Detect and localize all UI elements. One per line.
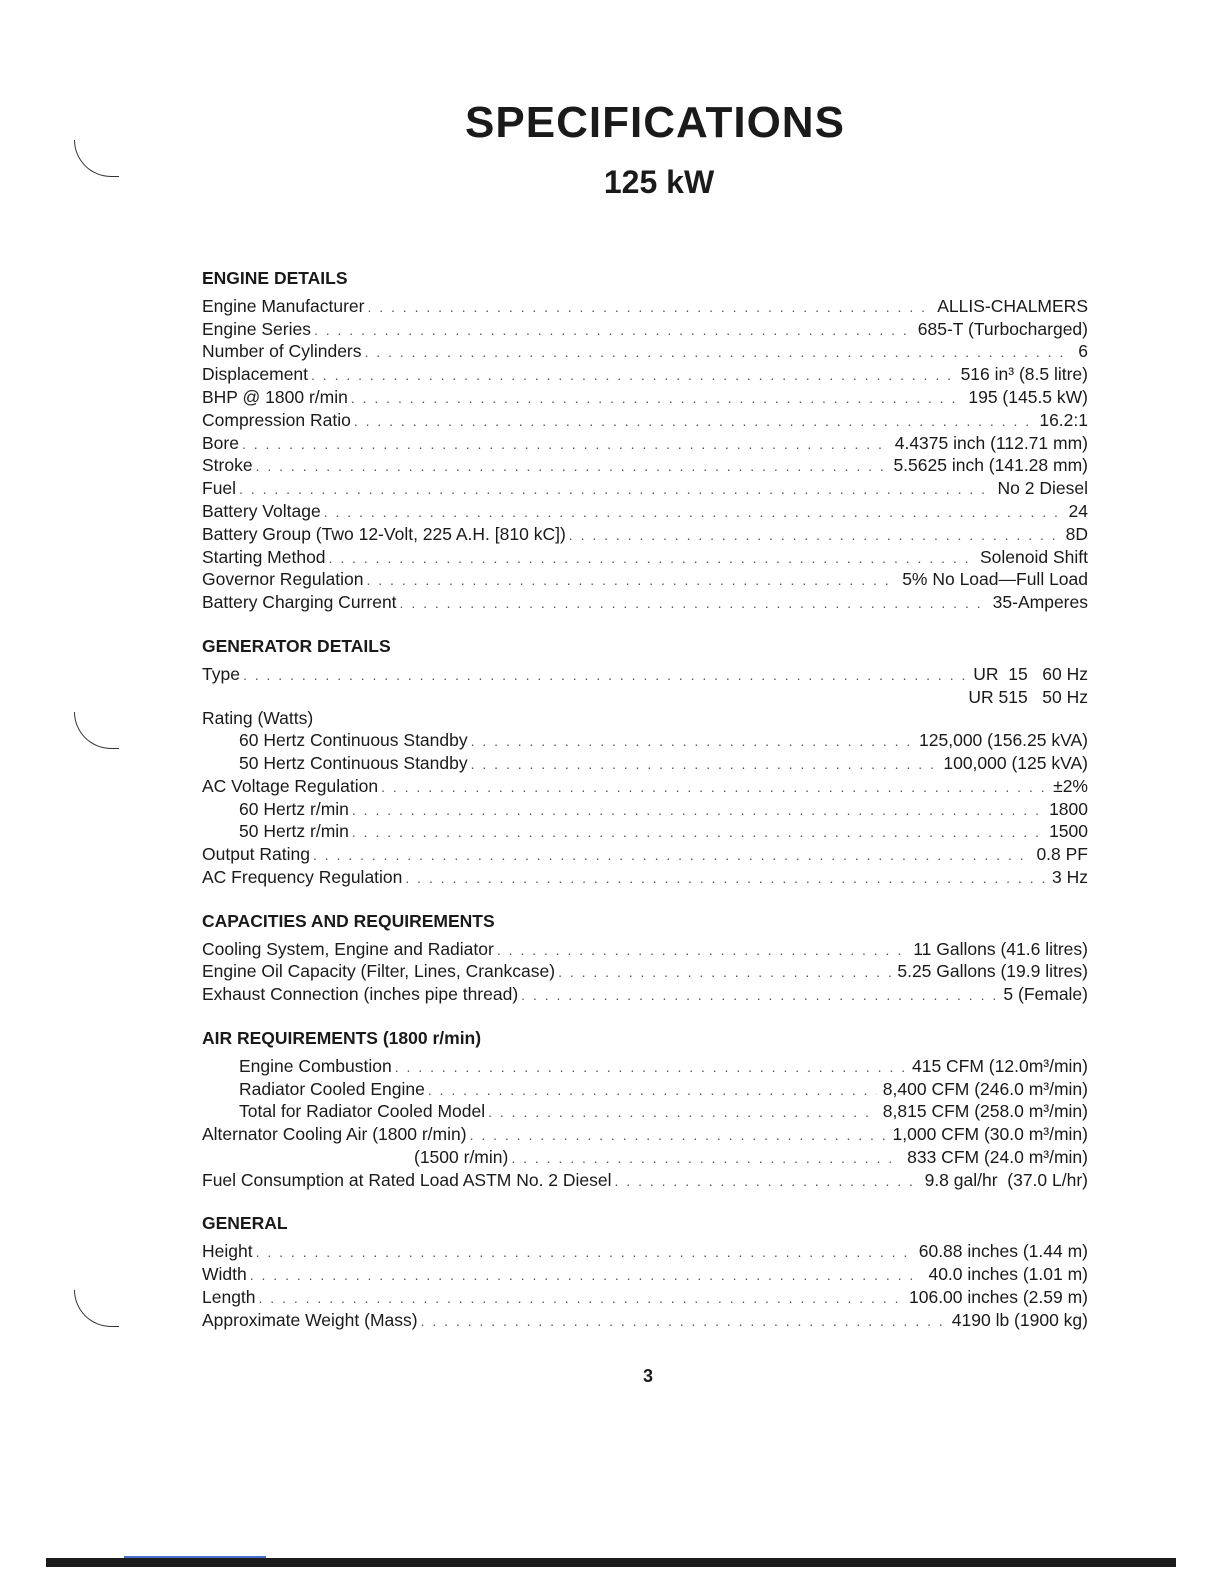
spec-value: 0.8 PF bbox=[1036, 844, 1088, 865]
leader-dots bbox=[558, 962, 891, 984]
spec-value: 5% No Load—Full Load bbox=[902, 569, 1088, 590]
spec-row bbox=[202, 1310, 1088, 1333]
spec-label: Rating (Watts) bbox=[202, 708, 314, 729]
spec-value: 24 bbox=[1068, 500, 1088, 521]
spec-label: Radiator Cooled Engine bbox=[239, 1078, 425, 1099]
spec-label: Total for Radiator Cooled Model bbox=[239, 1101, 486, 1122]
section-heading: AIR REQUIREMENTS (1800 r/min) bbox=[202, 1027, 482, 1048]
spec-row bbox=[202, 1079, 1088, 1102]
spec-row bbox=[202, 708, 1088, 730]
leader-dots bbox=[314, 320, 912, 342]
spec-row bbox=[202, 867, 1088, 890]
spec-row bbox=[202, 730, 1088, 753]
spec-value: 3 Hz bbox=[1052, 866, 1088, 887]
spec-value: 8,815 CFM (258.0 m³/min) bbox=[882, 1101, 1088, 1122]
spec-label: Engine Oil Capacity (Filter, Lines, Crankcase) bbox=[202, 961, 556, 982]
leader-dots bbox=[428, 1080, 877, 1102]
punch-hole-mark bbox=[74, 1290, 119, 1327]
spec-value: 195 (145.5 kW) bbox=[968, 386, 1088, 407]
spec-label: Battery Voltage bbox=[202, 500, 321, 521]
spec-label: Displacement bbox=[202, 364, 309, 385]
spec-value: 5.5625 inch (141.28 mm) bbox=[893, 455, 1088, 476]
spec-value: 11 Gallons (41.6 litres) bbox=[913, 938, 1088, 959]
section-heading: GENERATOR DETAILS bbox=[202, 635, 391, 656]
leader-dots bbox=[256, 1242, 913, 1264]
spec-value: No 2 Diesel bbox=[997, 478, 1088, 499]
spec-label: 60 Hertz Continuous Standby bbox=[239, 730, 468, 751]
spec-row bbox=[202, 569, 1088, 592]
spec-value: 40.0 inches (1.01 m) bbox=[928, 1264, 1088, 1285]
spec-label: Starting Method bbox=[202, 546, 326, 567]
section-engine-details bbox=[202, 268, 1088, 615]
spec-value: Solenoid Shift bbox=[980, 546, 1088, 567]
section-heading: GENERAL bbox=[202, 1213, 288, 1234]
spec-label: Engine Series bbox=[202, 318, 311, 339]
leader-dots bbox=[351, 388, 963, 410]
section-general bbox=[202, 1213, 1088, 1332]
spec-label: Output Rating bbox=[202, 844, 310, 865]
section-generator-details bbox=[202, 636, 1088, 890]
spec-value: 833 CFM (24.0 m³/min) bbox=[907, 1146, 1088, 1167]
section-capacities bbox=[202, 911, 1088, 1007]
leader-dots bbox=[354, 411, 1034, 433]
leader-dots bbox=[395, 1057, 906, 1079]
page-number: 3 bbox=[642, 1366, 653, 1386]
spec-row bbox=[202, 1287, 1088, 1310]
spec-row bbox=[202, 1147, 1088, 1170]
spec-label: Fuel Consumption at Rated Load ASTM No. 2 Diesel bbox=[202, 1169, 612, 1190]
spec-label: Battery Group (Two 12-Volt, 225 A.H. [810 kC]) bbox=[202, 523, 566, 544]
leader-dots bbox=[256, 456, 888, 478]
spec-value: 1,000 CFM (30.0 m³/min) bbox=[892, 1124, 1088, 1145]
spec-label: Width bbox=[202, 1264, 247, 1285]
leader-dots bbox=[311, 365, 955, 387]
leader-dots bbox=[243, 665, 967, 687]
spec-row bbox=[202, 799, 1088, 822]
leader-dots bbox=[366, 570, 896, 592]
leader-dots bbox=[242, 434, 889, 456]
spec-value: 35-Amperes bbox=[992, 592, 1088, 613]
spec-value: 685-T (Turbocharged) bbox=[917, 318, 1088, 339]
spec-label: Engine Manufacturer bbox=[202, 295, 365, 316]
spec-row bbox=[202, 984, 1088, 1007]
spec-content bbox=[202, 268, 1088, 1353]
spec-label: Stroke bbox=[202, 455, 253, 476]
spec-label: Alternator Cooling Air (1800 r/min) bbox=[202, 1124, 467, 1145]
page-subtitle: 125 kW bbox=[603, 164, 715, 200]
spec-row bbox=[202, 524, 1088, 547]
leader-dots bbox=[488, 1102, 877, 1124]
spec-value: 5.25 Gallons (19.9 litres) bbox=[897, 961, 1088, 982]
spec-row bbox=[202, 296, 1088, 319]
spec-value: 5 (Female) bbox=[1003, 984, 1088, 1005]
spec-label: Cooling System, Engine and Radiator bbox=[202, 938, 494, 959]
leader-dots bbox=[471, 731, 913, 753]
spec-value: ±2% bbox=[1053, 775, 1088, 796]
spec-row bbox=[202, 776, 1088, 799]
spec-row bbox=[202, 844, 1088, 867]
spec-row bbox=[202, 592, 1088, 615]
leader-dots bbox=[470, 1125, 887, 1147]
spec-value: 4.4375 inch (112.71 mm) bbox=[894, 432, 1088, 453]
leader-dots bbox=[381, 777, 1047, 799]
spec-label: Type bbox=[202, 663, 240, 684]
spec-row bbox=[202, 1264, 1088, 1287]
spec-row bbox=[202, 1170, 1088, 1193]
spec-value: 60.88 inches (1.44 m) bbox=[918, 1241, 1088, 1262]
spec-value: 16.2:1 bbox=[1039, 409, 1088, 430]
spec-label: Bore bbox=[202, 432, 239, 453]
page-title: SPECIFICATIONS bbox=[465, 98, 845, 147]
leader-dots bbox=[400, 593, 987, 615]
spec-label: AC Frequency Regulation bbox=[202, 866, 403, 887]
section-heading: CAPACITIES AND REQUIREMENTS bbox=[202, 910, 495, 931]
spec-label: Number of Cylinders bbox=[202, 341, 362, 362]
leader-dots bbox=[367, 297, 931, 319]
spec-row bbox=[202, 501, 1088, 524]
spec-value: 6 bbox=[1078, 341, 1088, 362]
spec-label: 50 Hertz Continuous Standby bbox=[239, 752, 468, 773]
section-heading: ENGINE DETAILS bbox=[202, 268, 348, 288]
spec-label: (1500 r/min) bbox=[414, 1146, 509, 1167]
spec-value: 9.8 gal/hr (37.0 L/hr) bbox=[924, 1169, 1088, 1190]
spec-row bbox=[202, 1101, 1088, 1124]
spec-label: Compression Ratio bbox=[202, 409, 351, 430]
leader-dots bbox=[421, 1311, 946, 1333]
spec-row bbox=[202, 547, 1088, 570]
leader-dots bbox=[250, 1265, 923, 1287]
spec-label: Governor Regulation bbox=[202, 569, 364, 590]
spec-row bbox=[202, 1241, 1088, 1264]
punch-hole-mark bbox=[74, 712, 119, 749]
spec-value: 8D bbox=[1065, 523, 1088, 544]
spec-label: Approximate Weight (Mass) bbox=[202, 1309, 418, 1330]
spec-label: Exhaust Connection (inches pipe thread) bbox=[202, 984, 519, 1005]
spec-value: ALLIS-CHALMERS bbox=[937, 295, 1088, 316]
leader-dots bbox=[569, 525, 1060, 547]
leader-dots bbox=[329, 548, 974, 570]
spec-row bbox=[202, 753, 1088, 776]
spec-row bbox=[202, 961, 1088, 984]
spec-row bbox=[202, 410, 1088, 433]
spec-row bbox=[202, 364, 1088, 387]
section-air-requirements bbox=[202, 1028, 1088, 1193]
leader-dots bbox=[471, 754, 938, 776]
spec-value: 1500 bbox=[1049, 821, 1088, 842]
spec-row bbox=[202, 664, 1088, 687]
spec-row bbox=[202, 341, 1088, 364]
leader-dots bbox=[365, 342, 1073, 364]
spec-label: BHP @ 1800 r/min bbox=[202, 386, 348, 407]
spec-value: 4190 lb (1900 kg) bbox=[951, 1309, 1088, 1330]
spec-label: Battery Charging Current bbox=[202, 592, 397, 613]
spec-value: UR 515 50 Hz bbox=[968, 686, 1088, 707]
leader-dots bbox=[511, 1148, 901, 1170]
leader-dots bbox=[313, 845, 1030, 867]
spec-value: 1800 bbox=[1049, 798, 1088, 819]
spec-label: Length bbox=[202, 1286, 256, 1307]
spec-label: Height bbox=[202, 1241, 253, 1262]
leader-dots bbox=[352, 800, 1043, 822]
spec-row bbox=[202, 455, 1088, 478]
spec-row bbox=[202, 433, 1088, 456]
spec-row bbox=[202, 387, 1088, 410]
spec-label: 50 Hertz r/min bbox=[239, 821, 349, 842]
spec-value: 100,000 (125 kVA) bbox=[943, 752, 1088, 773]
spec-row bbox=[202, 821, 1088, 844]
spec-value: 106.00 inches (2.59 m) bbox=[909, 1286, 1088, 1307]
spec-value: UR 15 60 Hz bbox=[973, 663, 1088, 684]
leader-dots bbox=[497, 940, 907, 962]
leader-dots bbox=[405, 868, 1046, 890]
spec-label: Fuel bbox=[202, 478, 237, 499]
spec-label: AC Voltage Regulation bbox=[202, 775, 379, 796]
leader-dots bbox=[352, 822, 1043, 844]
spec-label: 60 Hertz r/min bbox=[239, 798, 349, 819]
leader-dots bbox=[239, 479, 991, 501]
spec-row bbox=[202, 478, 1088, 501]
spec-value: 125,000 (156.25 kVA) bbox=[919, 730, 1088, 751]
spec-row bbox=[202, 1124, 1088, 1147]
leader-dots bbox=[259, 1288, 903, 1310]
spec-value: 8,400 CFM (246.0 m³/min) bbox=[882, 1078, 1088, 1099]
spec-row bbox=[202, 1056, 1088, 1079]
spec-value: 415 CFM (12.0m³/min) bbox=[911, 1055, 1088, 1076]
spec-row bbox=[202, 319, 1088, 342]
bottom-border-rule bbox=[46, 1558, 1176, 1567]
spec-label: Engine Combustion bbox=[239, 1055, 392, 1076]
leader-dots bbox=[324, 502, 1063, 524]
spec-value: 516 in³ (8.5 litre) bbox=[960, 364, 1088, 385]
leader-dots bbox=[615, 1171, 919, 1193]
spec-row bbox=[202, 939, 1088, 962]
leader-dots bbox=[521, 985, 997, 1007]
